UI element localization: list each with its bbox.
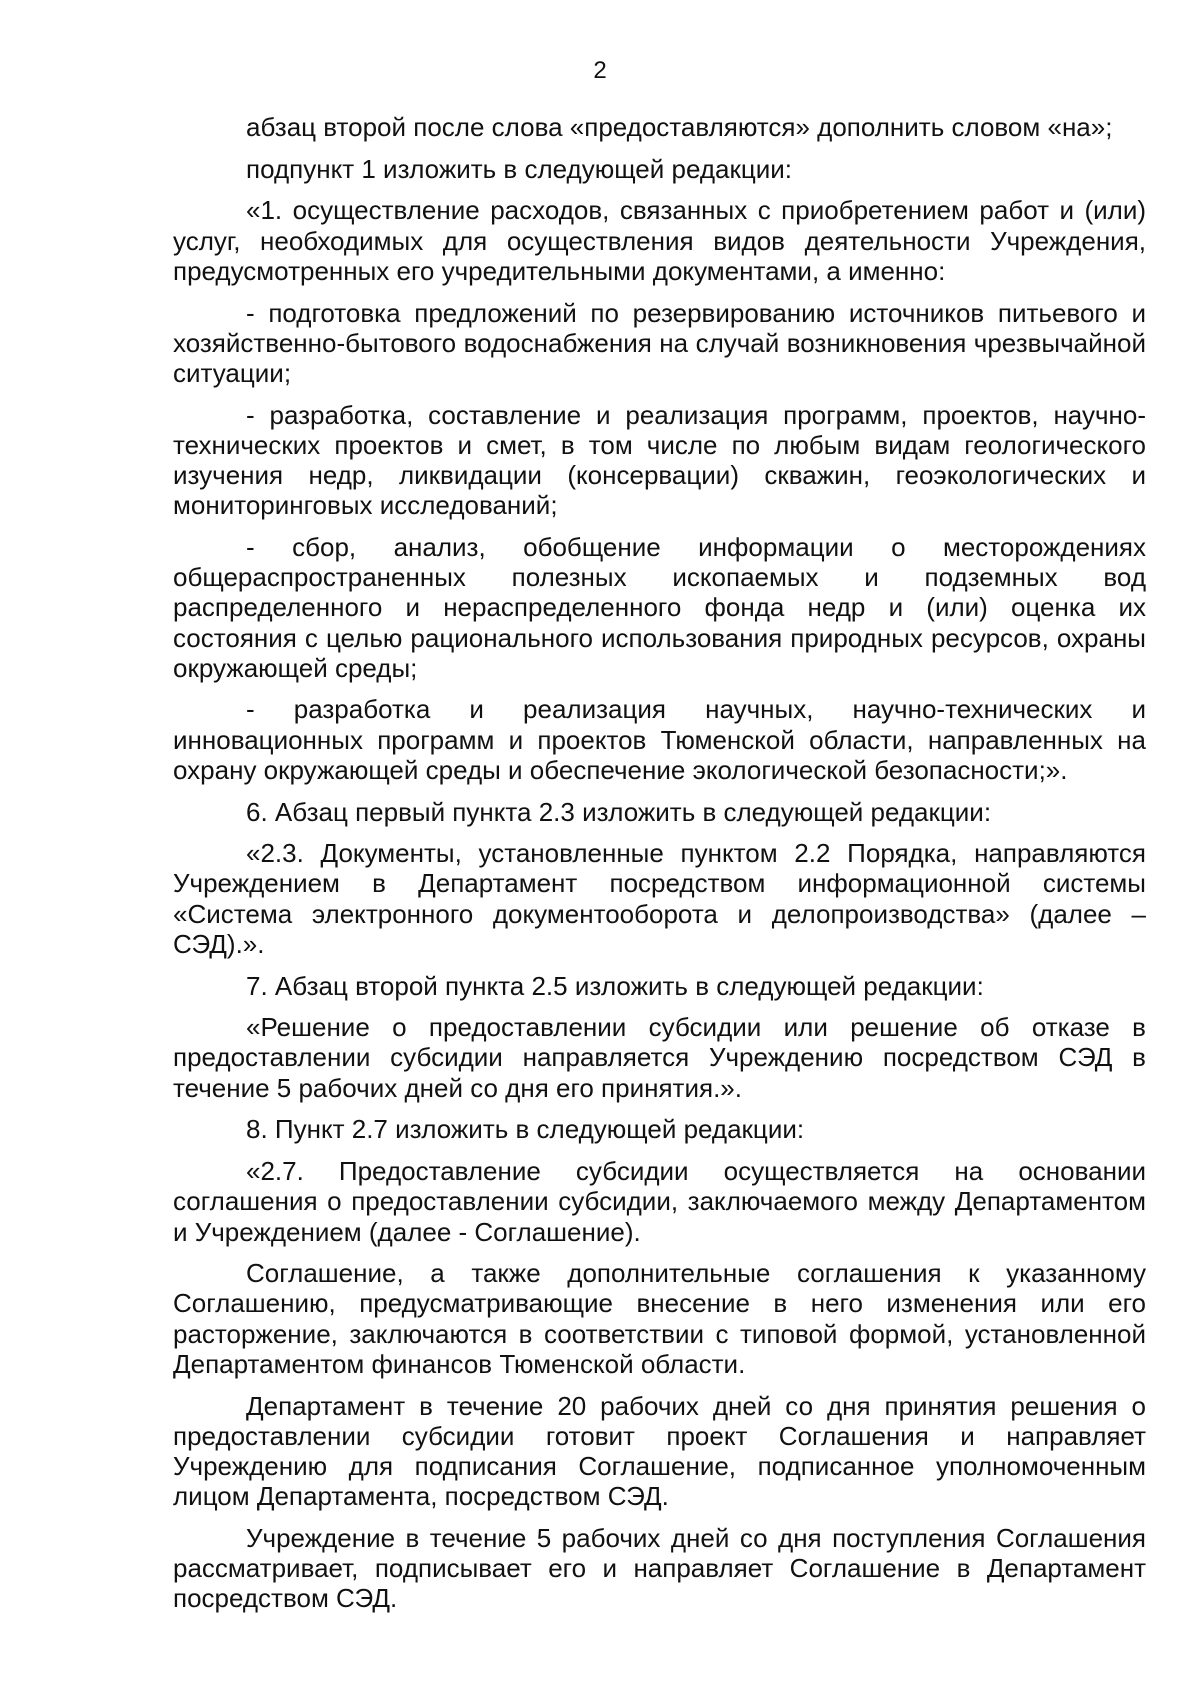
paragraph-11: «Решение о предоставлении субсидии или решение об отказе в предоставлении субсидии направляется Учреждению посредством СЭД в течение 5 рабочих дней со дня его принятия.». [173, 1012, 1146, 1103]
paragraph-15: Департамент в течение 20 рабочих дней со дня принятия решения о предоставлении субсидии готовит проект Соглашения и направляет Учреждению для подписания Соглашение, подписанное уполномоченным лицом Департамента, посредством СЭД. [173, 1390, 1146, 1512]
paragraph-5: - разработка, составление и реализация программ, проектов, научно-технических проектов и смет, в том числе по любым видам геологического изучения недр, ликвидации (консервации) скважин, геоэкологических и мониторинговых исследований; [173, 399, 1146, 521]
page-number: 2 [593, 57, 607, 84]
paragraph-7: - разработка и реализация научных, научно-технических и инновационных программ и проектов Тюменской области, направленных на охрану окружающей среды и обеспечение экологической безопасности;». [173, 694, 1146, 785]
paragraph-8: 6. Абзац первый пункта 2.3 изложить в следующей редакции: [246, 796, 992, 827]
paragraph-3: «1. осуществление расходов, связанных с приобретением работ и (или) услуг, необходимых для осуществления видов деятельности Учреждения, предусмотренных его учредительными документами, а именно: [173, 195, 1146, 286]
paragraph-12: 8. Пункт 2.7 изложить в следующей редакции: [246, 1114, 805, 1145]
paragraph-1: абзац второй после слова «предоставляются» дополнить словом «на»; [246, 112, 1113, 142]
paragraph-14: Соглашение, а также дополнительные соглашения к указанному Соглашению, предусматривающие внесение в него изменения или его расторжение, заключаются в соответствии с типовой формой, установленной Департаментом финансов Тюменской области. [173, 1258, 1146, 1379]
paragraph-2: подпункт 1 изложить в следующей редакции: [246, 153, 793, 184]
paragraph-9: «2.3. Документы, установленные пунктом 2.2 Порядка, направляются Учреждением в Департамент посредством информационной системы «Система электронного документооборота и делопроизводства» (далее – СЭД).». [173, 838, 1146, 959]
paragraph-10: 7. Абзац второй пункта 2.5 изложить в следующей редакции: [246, 970, 984, 1001]
paragraph-6: - сбор, анализ, обобщение информации о месторождениях общераспространенных полезных ископаемых и подземных вод распределенного и нераспределенного фонда недр и (или) оценка их состояния с целью рационального использования природных ресурсов, охраны окружающей среды; [173, 531, 1146, 683]
document-body [173, 112, 1146, 1613]
paragraph-16: Учреждение в течение 5 рабочих дней со дня поступления Соглашения рассматривает, подписывает его и направляет Соглашение в Департамент посредством СЭД. [173, 1522, 1146, 1614]
paragraph-13: «2.7. Предоставление субсидии осуществляется на основании соглашения о предоставлении субсидии, заключаемого между Департаментом и Учреждением (далее - Соглашение). [173, 1156, 1146, 1247]
paragraph-4: - подготовка предложений по резервированию источников питьевого и хозяйственно-бытового водоснабжения на случай возникновения чрезвычайной ситуации; [173, 297, 1146, 388]
